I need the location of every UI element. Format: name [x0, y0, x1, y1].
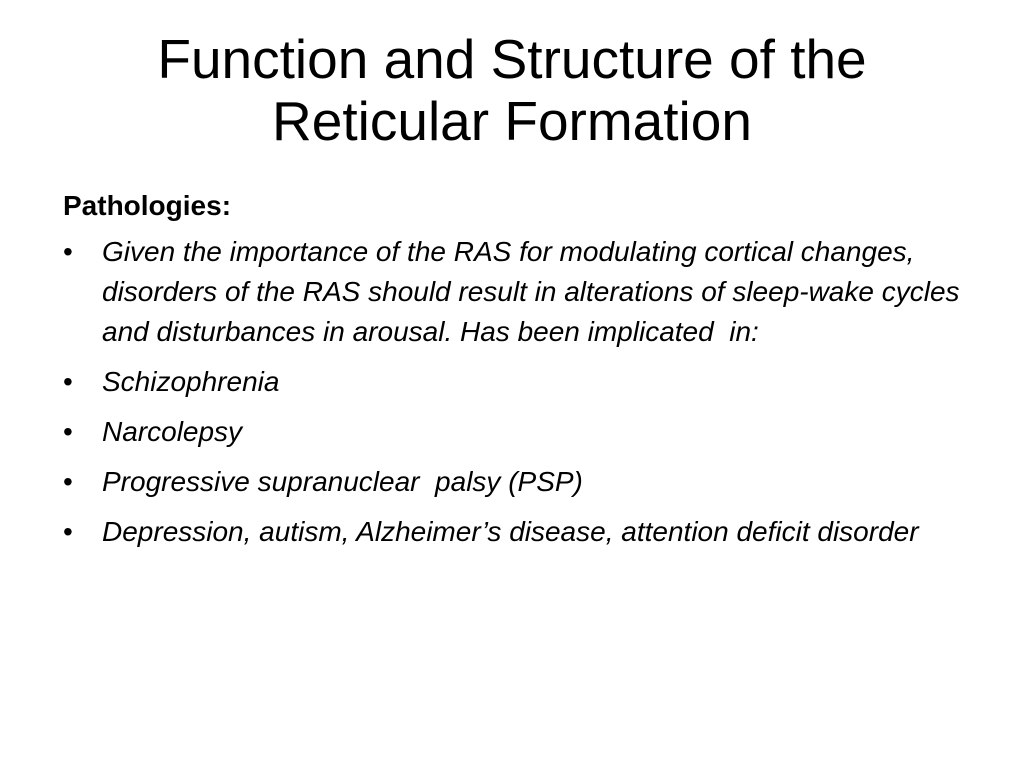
bullet-item [63, 462, 963, 502]
slide-title-line-1: Function and Structure of the [157, 28, 867, 90]
bullet-item [63, 512, 963, 552]
bullet-list [63, 232, 968, 552]
bullet-icon: • [63, 236, 73, 267]
slide-title-line-2: Reticular Formation [272, 90, 752, 152]
slide-title [60, 28, 964, 152]
bullet-item [63, 412, 963, 452]
bullet-text: Given the importance of the RAS for modulating cortical changes, disorders of the RAS should result in alterations of sleep-wake cycles and disturbances in arousal. Has been implicated in: [102, 236, 968, 347]
bullet-item [63, 232, 968, 352]
bullet-text: Schizophrenia [102, 366, 280, 397]
bullet-text: Progressive supranuclear palsy (PSP) [102, 466, 583, 497]
bullet-icon: • [63, 516, 73, 547]
bullet-icon: • [63, 466, 73, 497]
bullet-text: Narcolepsy [102, 416, 243, 447]
bullet-icon: • [63, 416, 73, 447]
section-heading: Pathologies: [63, 190, 232, 221]
slide-body [63, 186, 968, 562]
bullet-icon: • [63, 366, 73, 397]
bullet-text: Depression, autism, Alzheimer’s disease, attention deficit disorder [102, 516, 919, 547]
bullet-item [63, 362, 963, 402]
